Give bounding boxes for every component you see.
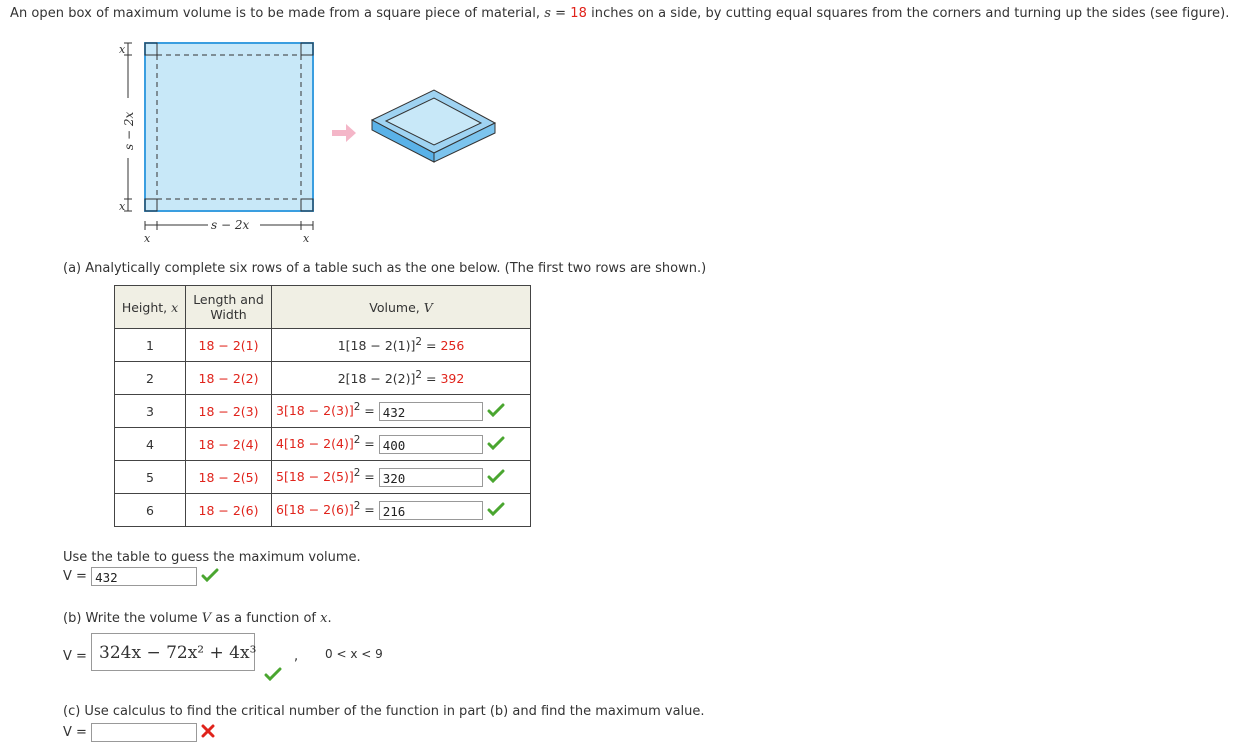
s-value: 18	[570, 6, 587, 21]
x-label-top: x	[119, 43, 126, 56]
box-figure	[110, 38, 510, 252]
part-b-prompt: (b) Write the volume V as a function of x.	[63, 611, 332, 626]
table-row: 1 18 − 2(1) $1[18 - 2(1)]^2 = 256$	[115, 329, 531, 362]
guess-prompt: Use the table to guess the maximum volume.	[63, 550, 361, 565]
volume-table	[114, 285, 531, 527]
x-label-bl: x	[144, 232, 151, 245]
header-length-width: Length and Width	[186, 286, 272, 329]
table-row: 6 18 − 2(6) $6[18 - 2(6)]^2 = 216$	[115, 494, 531, 527]
guess-label: V =	[63, 569, 87, 584]
header-volume: Volume, V	[272, 286, 531, 329]
part-c-prompt: (c) Use calculus to find the critical number of the function in part (b) and find the maximum value.	[63, 704, 705, 719]
volume-input-4[interactable]: 400	[379, 435, 483, 454]
check-icon	[264, 667, 282, 685]
table-row: 4 18 − 2(4) $4[18 - 2(4)]^2 = 400$	[115, 428, 531, 461]
check-icon	[487, 469, 505, 486]
folded-box	[372, 90, 495, 162]
transform-arrow	[332, 124, 356, 142]
max-volume-guess-input[interactable]: 432	[91, 567, 197, 586]
figure-svg	[110, 38, 510, 248]
volume-input-6[interactable]: 216	[379, 501, 483, 520]
volume-input-5[interactable]: 320	[379, 468, 483, 487]
part-c-answer	[63, 723, 215, 742]
s-minus-2x-vertical: s − 2x	[122, 111, 136, 150]
volume-function-input[interactable]: 324x − 72x² + 4x³	[91, 633, 255, 671]
part-b-label: V =	[63, 649, 87, 664]
table-row: 5 18 − 2(5) $5[18 - 2(5)]^2 = 320$	[115, 461, 531, 494]
table-row: 2 18 − 2(2) $2[18 - 2(2)]^2 = 392$	[115, 362, 531, 395]
check-icon	[487, 403, 505, 420]
guess-section	[63, 550, 361, 586]
check-icon	[201, 568, 219, 586]
comma: ,	[294, 649, 299, 664]
volume-input-3[interactable]: 432	[379, 402, 483, 421]
problem-statement: An open box of maximum volume is to be made from a square piece of material, s = 18 inches on a side, by cutting equal squares from the corners and turning up the sides (see figure).	[10, 6, 1230, 21]
x-label-bottom: x	[119, 200, 126, 213]
x-label-br: x	[303, 232, 310, 245]
part-a-prompt: (a) Analytically complete six rows of a table such as the one below. (The first two rows are shown.)	[63, 261, 707, 276]
material-sheet	[145, 43, 313, 211]
max-value-input[interactable]	[91, 723, 197, 742]
header-height: Height, x	[115, 286, 186, 329]
check-icon	[487, 436, 505, 453]
domain-text: 0 < x < 9	[325, 647, 383, 661]
check-icon	[487, 502, 505, 519]
x-mark-icon	[201, 724, 215, 742]
part-c-label: V =	[63, 725, 87, 740]
table-row: 3 18 − 2(3) $3[18 - 2(3)]^2 = 432$	[115, 395, 531, 428]
s-minus-2x-horizontal: s − 2x	[211, 218, 250, 232]
